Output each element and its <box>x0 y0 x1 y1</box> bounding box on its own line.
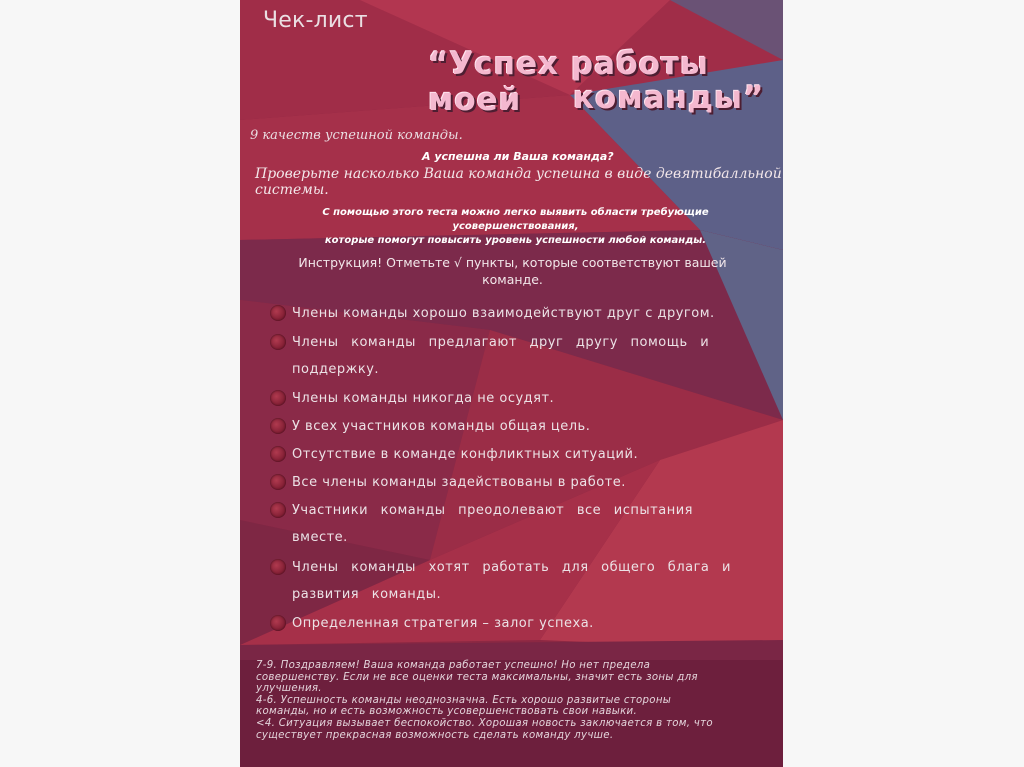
checklist-item-text: Отсутствие в команде конфликтных ситуаций. <box>292 447 639 462</box>
checklist-poster <box>240 0 783 767</box>
checklist-item[interactable] <box>270 441 760 468</box>
checkbox-circle-icon[interactable] <box>270 334 286 350</box>
purpose-line1: С помощью этого теста можно легко выявить области требующие усовершенствования, <box>322 207 709 232</box>
poster-title-line2: команды” <box>573 80 765 116</box>
checkbox-circle-icon[interactable] <box>270 474 286 490</box>
checkbox-circle-icon[interactable] <box>270 559 286 575</box>
checklist-item-text: Участники команды преодолевают все испытания вместе. <box>292 503 693 545</box>
result-mid-line1: 4-6. Успешность команды неоднозначна. Есть хорошо развитые стороны <box>256 694 672 706</box>
qualities-caption: 9 качеств успешной команды. <box>250 128 463 143</box>
checklist-item[interactable] <box>270 413 760 440</box>
poster-title-line1: “Успех работы моей <box>428 46 709 118</box>
result-mid-line2: команды, но и есть возможность усовершенствовать свои навыки. <box>256 706 638 718</box>
purpose-text <box>258 206 773 248</box>
check-text: Проверьте насколько Ваша команда успешна в виде девятибалльной системы. <box>255 166 782 198</box>
checklist-item[interactable] <box>270 469 760 496</box>
instruction-line1: Инструкция! Отметьте √ пункты, которые соответствуют вашей <box>298 255 727 270</box>
instruction-line2: команде. <box>482 272 543 287</box>
question-text: А успешна ли Ваша команда? <box>422 150 614 163</box>
checklist-item[interactable] <box>270 385 760 412</box>
checkbox-circle-icon[interactable] <box>270 305 286 321</box>
checklist-item-text: Члены команды хорошо взаимодействуют друг с другом. <box>292 306 715 321</box>
checklist-item-text: У всех участников команды общая цель. <box>292 419 591 434</box>
result-low-line1: <4. Ситуация вызывает беспокойство. Хорошая новость заключается в том, что <box>256 717 713 729</box>
purpose-line2: которые помогут повысить уровень успешности любой команды. <box>324 235 707 246</box>
checkbox-circle-icon[interactable] <box>270 446 286 462</box>
checklist-item-text: Члены команды никогда не осудят. <box>292 391 555 406</box>
checklist-item-text: Все члены команды задействованы в работе. <box>292 475 626 490</box>
checklist-item-text: Члены команды предлагают друг другу помощь и поддержку. <box>292 335 710 377</box>
checklist-item-text: Определенная стратегия – залог успеха. <box>292 616 594 631</box>
checkbox-circle-icon[interactable] <box>270 502 286 518</box>
result-high-line2: совершенству. Если не все оценки теста максимальны, значит есть зоны для <box>256 671 698 683</box>
result-high-line1: 7-9. Поздравляем! Ваша команда работает успешно! Но нет предела <box>256 660 651 671</box>
checklist-item[interactable] <box>270 610 760 637</box>
checklist-item[interactable] <box>270 497 760 551</box>
checkbox-circle-icon[interactable] <box>270 615 286 631</box>
checklist-item[interactable] <box>270 329 760 383</box>
results-section <box>256 660 771 741</box>
checkbox-circle-icon[interactable] <box>270 390 286 406</box>
result-high-line3: улучшения. <box>256 683 322 695</box>
checklist-label: Чек-лист <box>263 8 368 33</box>
result-low-line2: существует прекрасная возможность сделать команду лучше. <box>256 729 614 741</box>
checklist-item-text: Члены команды хотят работать для общего блага и развития команды. <box>292 560 731 602</box>
checkbox-circle-icon[interactable] <box>270 418 286 434</box>
checklist-item[interactable] <box>270 300 760 327</box>
instruction-text <box>260 254 765 288</box>
checklist-item[interactable] <box>270 554 760 608</box>
